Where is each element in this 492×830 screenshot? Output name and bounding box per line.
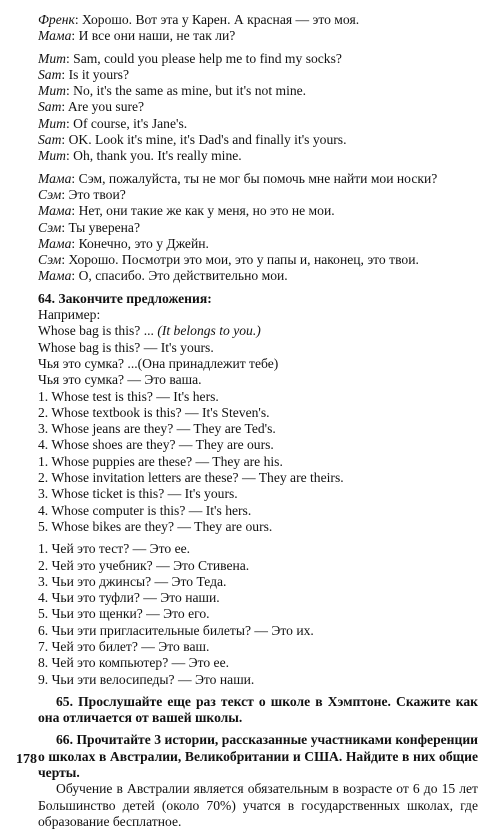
utterance: : No, it's the same as mine, but it's not mine.: [65, 83, 307, 99]
speaker: Сэм: [38, 252, 62, 268]
dialog-russian: [38, 171, 478, 285]
dialog-line: [38, 116, 478, 132]
utterance: : Это твои?: [61, 186, 126, 202]
exercise-item: 4. Whose computer is this? — It's hers.: [38, 502, 252, 518]
speaker: Мама: [38, 268, 72, 284]
exercise-item: 4. Whose shoes are they? — They are ours.: [38, 437, 274, 453]
speaker: Френк: [38, 12, 75, 27]
exercise-item: 1. Whose puppies are these? — They are his.: [38, 453, 283, 469]
utterance: : Oh, thank you. It's really mine.: [65, 148, 242, 164]
exercise-item: 6. Чьи эти пригласительные билеты? — Это их.: [38, 622, 314, 638]
utterance: : Of course, it's Jane's.: [65, 115, 188, 131]
example-line: Чья это сумка? ...(Она принадлежит тебе): [38, 355, 279, 371]
speaker: Сэм: [38, 219, 62, 235]
exercise-item: 9. Чьи эти велосипеды? — Это наши.: [38, 671, 255, 687]
exercise-66-text: 66. Прочитайте 3 истории, рассказанные участниками конференции о школах в Австралии, Великобритании и США. Найдите в них общие черты.: [38, 732, 478, 781]
example-text: Whose bag is this? ...: [38, 323, 158, 339]
exercise-item: 3. Whose ticket is this? — It's yours.: [38, 486, 238, 502]
utterance: : Нет, они такие же как у меня, но это не мои.: [71, 203, 335, 219]
dialog-line: [38, 220, 478, 236]
example-label: Например:: [38, 307, 101, 323]
speaker: Мама: [38, 28, 72, 44]
example-hint: (It belongs to you.): [157, 323, 261, 339]
speaker: Мама: [38, 170, 72, 186]
utterance: : О, спасибо. Это действительно мои.: [71, 268, 288, 284]
dialog-line: [38, 268, 478, 284]
dialog-line: [38, 203, 478, 219]
utterance: : Sam, could you please help me to find my socks?: [65, 50, 342, 66]
page-content: [38, 12, 478, 830]
dialog-english: [38, 51, 478, 165]
utterance: : И все они наши, не так ли?: [71, 28, 236, 44]
exercise-65: [38, 694, 478, 727]
utterance: : Ты уверена?: [61, 219, 140, 235]
speaker: Sam: [38, 66, 62, 82]
speaker: Мама: [38, 235, 72, 251]
exercise-item: 3. Whose jeans are they? — They are Ted's.: [38, 421, 276, 437]
exercise-item: 2. Чей это учебник? — Это Стивена.: [38, 557, 250, 573]
speaker: Sam: [38, 99, 62, 115]
exercise-item: 7. Чей это билет? — Это ваш.: [38, 638, 210, 654]
exercise-item: 4. Чьи это туфли? — Это наши.: [38, 590, 220, 606]
exercise-item: 5. Whose bikes are they? — They are ours.: [38, 518, 273, 534]
dialog-line: [38, 99, 478, 115]
example-line: Чья это сумка? — Это ваша.: [38, 372, 202, 388]
exercise-item: 1. Чей это тест? — Это ее.: [38, 541, 191, 557]
utterance: : Конечно, это у Джейн.: [71, 235, 209, 251]
example-line: Whose bag is this? — It's yours.: [38, 339, 214, 355]
exercise-item: 2. Whose invitation letters are these? — They are theirs.: [38, 470, 344, 486]
exercise-64-title: 64. Закончите предложения:: [38, 290, 212, 306]
dialog-top: [38, 12, 478, 45]
utterance: : Are you sure?: [61, 99, 145, 115]
exercise-64: [38, 291, 478, 688]
exercise-item: 3. Чьи это джинсы? — Это Теда.: [38, 573, 227, 589]
dialog-line: [38, 51, 478, 67]
speaker: Mum: [38, 115, 66, 131]
exercise-66: [38, 732, 478, 830]
dialog-line: [38, 148, 478, 164]
dialog-line: [38, 171, 478, 187]
body-paragraph: Обучение в Австралии является обязательным в возрасте от 6 до 15 лет Большинство детей (около 70%) учатся в государственных школах, где образование бесплатное.: [38, 781, 478, 829]
dialog-line: [38, 67, 478, 83]
exercise-item: 1. Whose test is this? — It's hers.: [38, 388, 219, 404]
page-number: 178: [16, 752, 37, 767]
dialog-line: [38, 236, 478, 252]
exercise-65-text: 65. Прослушайте еще раз текст о школе в Хэмптоне. Скажите как она отличается от вашей школы.: [38, 693, 478, 726]
speaker: Мама: [38, 203, 72, 219]
dialog-line: [38, 83, 478, 99]
speaker: Сэм: [38, 186, 62, 202]
speaker: Sam: [38, 132, 62, 148]
utterance: : Хорошо. Вот эта у Карен. А красная — это моя.: [74, 12, 360, 27]
speaker: Mum: [38, 50, 66, 66]
speaker: Mum: [38, 83, 66, 99]
utterance: : OK. Look it's mine, it's Dad's and finally it's yours.: [61, 132, 347, 148]
dialog-line: [38, 132, 478, 148]
utterance: : Is it yours?: [61, 66, 130, 82]
exercise-item: 2. Whose textbook is this? — It's Steven's.: [38, 404, 270, 420]
utterance: : Сэм, пожалуйста, ты не мог бы помочь мне найти мои носки?: [71, 170, 438, 186]
dialog-line: [38, 28, 478, 44]
dialog-line: [38, 187, 478, 203]
dialog-line: [38, 252, 478, 268]
example-line: [38, 323, 478, 339]
exercise-item: 5. Чьи это щенки? — Это его.: [38, 606, 210, 622]
exercise-item: 8. Чей это компьютер? — Это ее.: [38, 655, 230, 671]
speaker: Mum: [38, 148, 66, 164]
utterance: : Хорошо. Посмотри это мои, это у папы и, наконец, это твои.: [61, 252, 419, 268]
dialog-line: [38, 12, 478, 28]
